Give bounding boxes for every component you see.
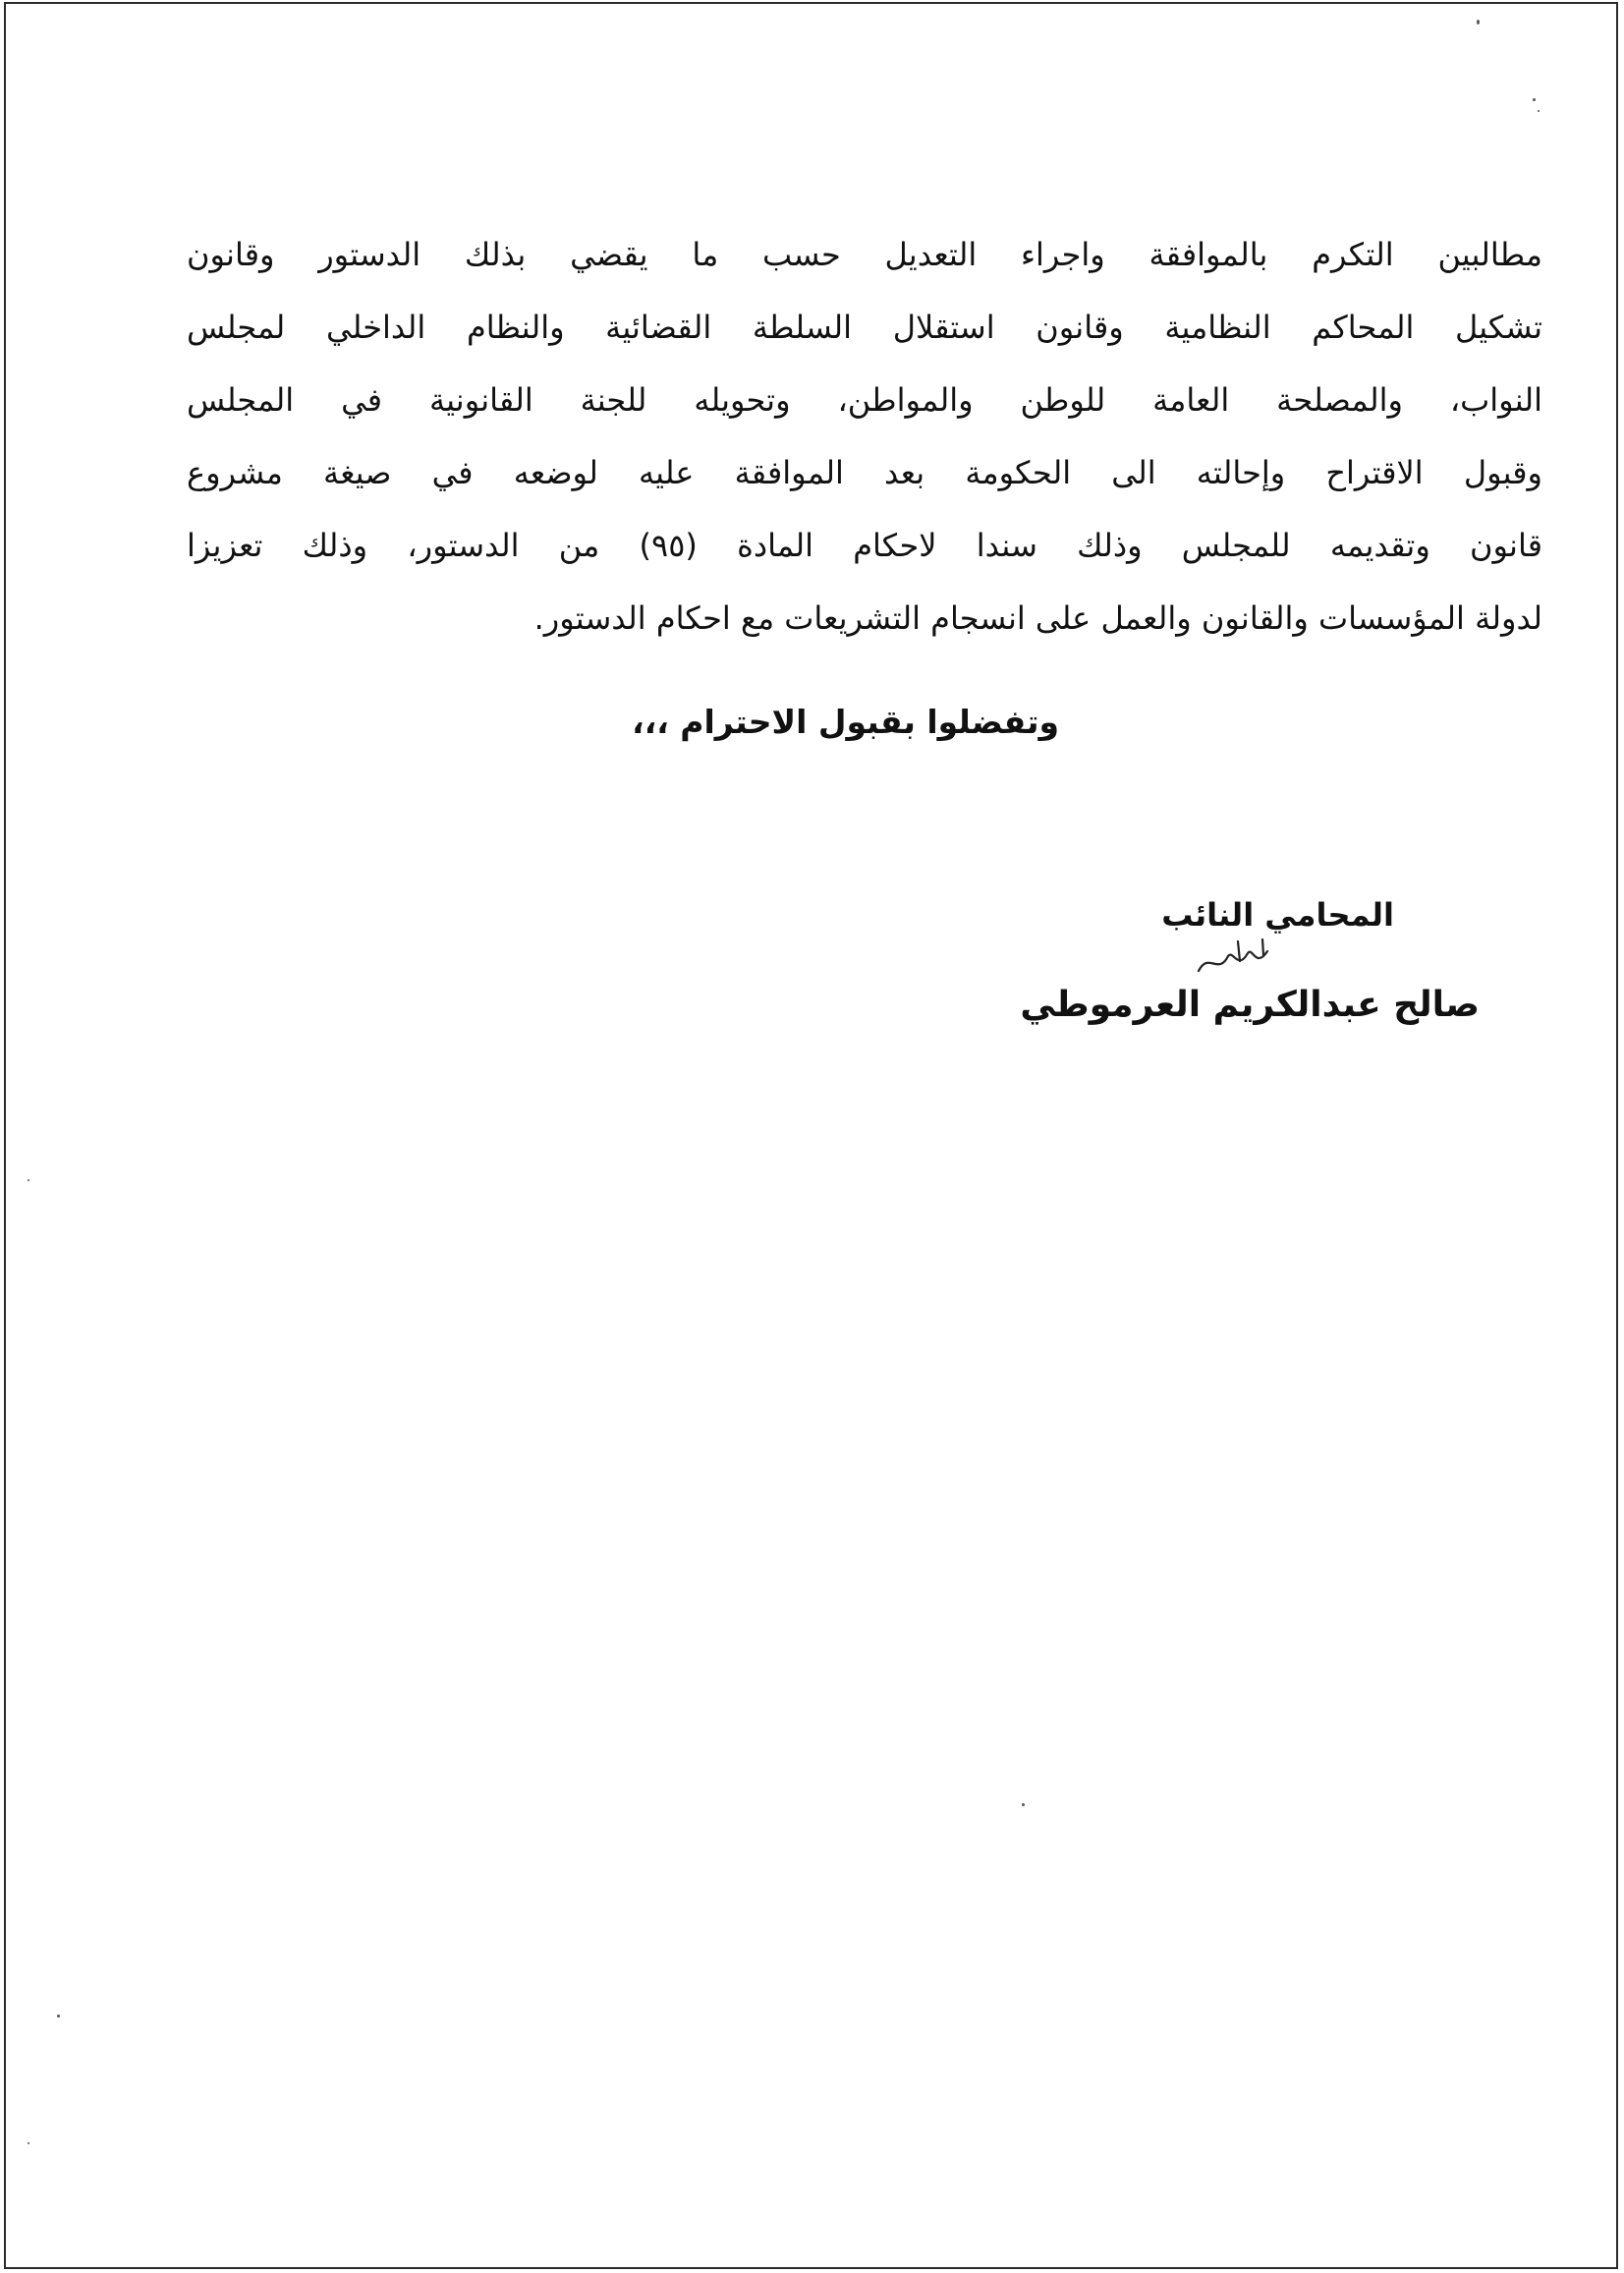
scan-speck xyxy=(28,2142,29,2144)
body-line: وقبول الاقتراح وإحالته الى الحكومة بعد الموافقة عليه لوضعه في صيغة مشروع xyxy=(187,454,1542,491)
scan-speck xyxy=(28,1179,29,1181)
body-line: لدولة المؤسسات والقانون والعمل على انسجام التشريعات مع احكام الدستور. xyxy=(533,599,1542,637)
scan-speck xyxy=(1477,20,1480,25)
body-line: قانون وتقديمه للمجلس وذلك سندا لاحكام المادة (٩٥) من الدستور، وذلك تعزيزا xyxy=(187,527,1543,564)
letter-body xyxy=(187,218,1542,654)
signatory-name: صالح عبدالكريم العرموطي xyxy=(1020,985,1480,1025)
body-line: النواب، والمصلحة العامة للوطن والمواطن، وتحويله للجنة القانونية في المجلس xyxy=(187,381,1542,419)
scan-speck xyxy=(1022,1803,1025,1806)
scan-speck xyxy=(1533,98,1536,101)
body-line: تشكيل المحاكم النظامية وقانون استقلال السلطة القضائية والنظام الداخلي لمجلس xyxy=(187,309,1542,346)
scan-speck xyxy=(1538,110,1540,112)
scan-speck xyxy=(57,2015,60,2017)
signatory-title: المحامي النائب xyxy=(1161,896,1394,934)
handwritten-signature xyxy=(1179,932,1297,991)
closing-salutation: وتفضلوا بقبول الاحترام ،،، xyxy=(632,703,1059,741)
body-line: مطالبين التكرم بالموافقة واجراء التعديل حسب ما يقضي بذلك الدستور وقانون xyxy=(187,236,1542,273)
